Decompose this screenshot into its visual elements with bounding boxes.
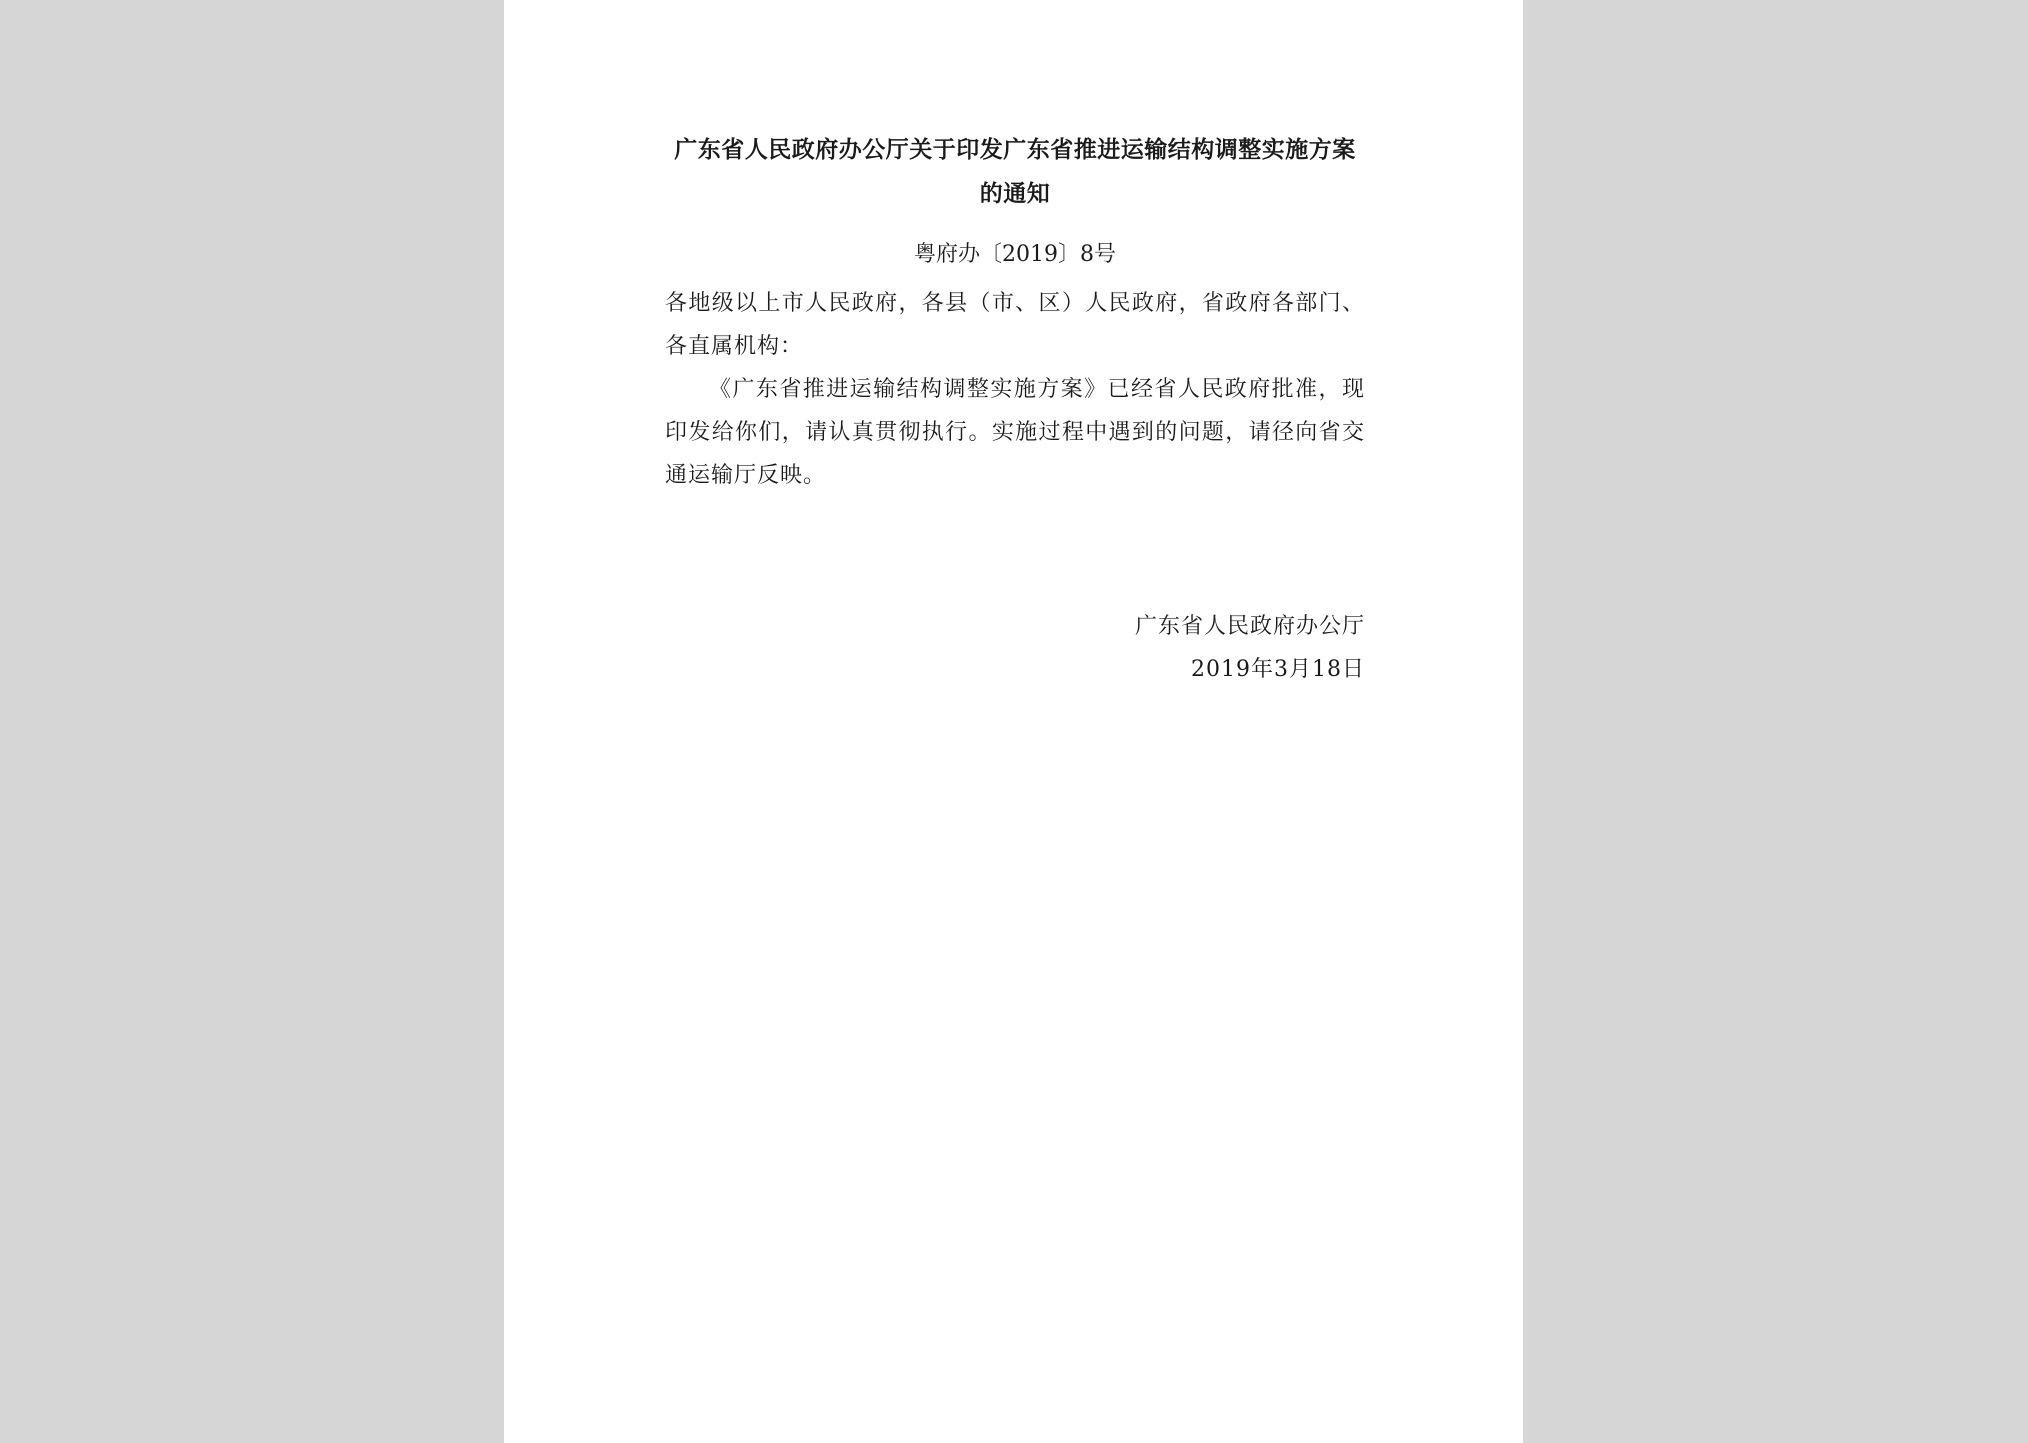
addressee: 各地级以上市人民政府，各县（市、区）人民政府，省政府各部门、各直属机构： [665,291,1365,359]
document-page [504,0,1523,1443]
issuer: 广东省人民政府办公厅 [1134,614,1365,639]
body-paragraph: 《广东省推进运输结构调整实施方案》已经省人民政府批准，现印发给你们，请认真贯彻执行。实施过程中遇到的问题，请径向省交通运输厅反映。 [665,377,1365,488]
signature-block [665,605,1365,691]
document-title: 广东省人民政府办公厅关于印发广东省推进运输结构调整实施方案的通知 [674,136,1356,207]
document-number: 粤府办〔2019〕8号 [914,242,1116,267]
issue-date: 2019年3月18日 [1191,657,1365,682]
page-content [665,128,1365,691]
